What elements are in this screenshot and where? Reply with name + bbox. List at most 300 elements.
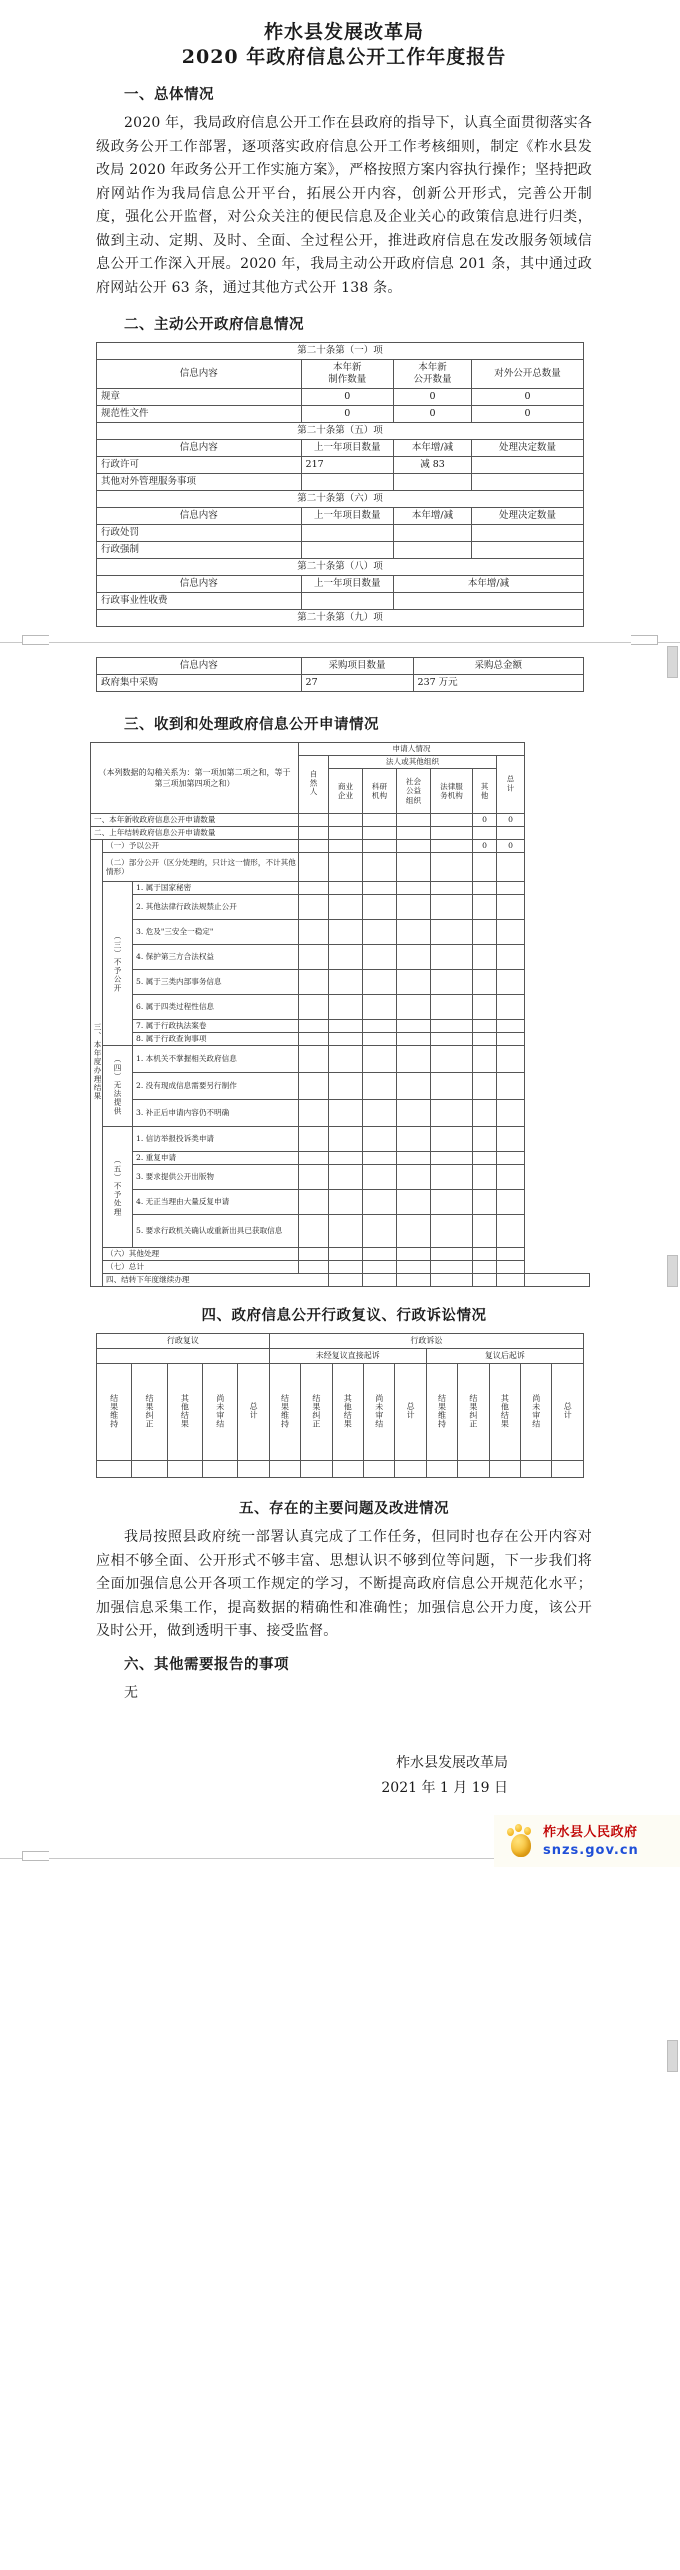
cell-value (489, 1461, 520, 1478)
section-1-paragraph: 2020 年，我局政府信息公开工作在县政府的指导下，认真全面贯彻落实各级政务公开工作部署，逐项落实政府信息公开工作考核细则，制定《柞水县发改局 2020 年政务公开工作实施方案》，严格按照方案内容执行操作；坚持把政府网站作为我局信息公开平台，拓展公开内容，创新公开形式，完善公开制度，强化公开监督，对公众关注的便民信息及企业关心的政策信息进行归类，做到主动、定期、及时、全面、全过程公开，推进政府信息在发改服务领域信息公开工作深入开展。2020 年，我局主动公开政府信息 201 条，其中通过政府网站公开 63 条，通过其他方式公开 138 条。 (96, 115, 592, 296)
table-row (97, 525, 584, 542)
header-public-welfare: 社会 公益 组织 (397, 769, 431, 814)
cell-value (431, 840, 473, 853)
cell-value (329, 1020, 363, 1033)
section-1-heading: 一、总体情况 (124, 87, 214, 103)
cell-value (471, 525, 583, 542)
cell-value (397, 1073, 431, 1100)
cell-value (473, 945, 497, 970)
cell-value (329, 1100, 363, 1127)
header-admin-review: 行政复议 (97, 1334, 270, 1349)
col-header-change: 本年增/减 (394, 508, 472, 525)
row-label: 6. 属于四类过程性信息 (133, 995, 299, 1020)
cell-value (299, 1261, 329, 1274)
cell-value (299, 1248, 329, 1261)
crop-mark-left (22, 635, 49, 645)
cell-value (363, 882, 397, 895)
row-label: 3. 补正后申请内容仍不明确 (133, 1100, 299, 1127)
cell-value (363, 1274, 397, 1287)
cell-value (329, 1165, 363, 1190)
cell-value (394, 525, 472, 542)
cell-value (497, 1165, 525, 1190)
table-row (97, 360, 584, 389)
cell-value (397, 1215, 431, 1248)
cell-value: 0 (497, 840, 525, 853)
row-label-carryover: 二、上年结转政府信息公开申请数量 (91, 827, 299, 840)
cell-value (431, 970, 473, 995)
cell-value (473, 1152, 497, 1165)
col-header-prev-count: 上一年项目数量 (301, 440, 394, 457)
col-header-new-public: 本年新 公开数量 (394, 360, 472, 389)
cell-value (497, 1261, 525, 1274)
section-3-table (90, 742, 590, 1287)
col-direct-pending: 尚未审结 (364, 1364, 395, 1461)
section-3-head-wrap (0, 714, 680, 736)
row-label: 8. 属于行政查询事项 (133, 1033, 299, 1046)
cell-value (497, 827, 525, 840)
row-label: 行政许可 (97, 457, 302, 474)
cell-value (497, 995, 525, 1020)
table-row (97, 343, 584, 360)
col-header-info: 信息内容 (97, 576, 302, 593)
cell-value (363, 1033, 397, 1046)
table-row (91, 1033, 590, 1046)
col-review-correct: 结果纠正 (132, 1364, 167, 1461)
cell-value (397, 1190, 431, 1215)
paw-print-icon (506, 1824, 536, 1858)
cell-value (431, 827, 473, 840)
cell-value (473, 895, 497, 920)
cell-value (458, 1461, 489, 1478)
cell-value (299, 1100, 329, 1127)
row-label: 2. 其他法律行政法规禁止公开 (133, 895, 299, 920)
group-9-title: 第二十条第（九）项 (97, 610, 584, 627)
cell-value (329, 945, 363, 970)
cell-value (431, 995, 473, 1020)
cell-value (397, 920, 431, 945)
header-research: 科研 机构 (363, 769, 397, 814)
table-row (97, 675, 584, 692)
cell-value: 217 (301, 457, 394, 474)
cell-value (473, 1248, 497, 1261)
table-row (97, 474, 584, 491)
row-label-other-processing: （六）其他处理 (103, 1248, 299, 1261)
cell-value (397, 1152, 431, 1165)
table-row (97, 389, 584, 406)
scan-edge-tab (667, 646, 678, 678)
paw-toe-1 (507, 1828, 514, 1836)
cell-value (397, 1046, 431, 1073)
cell-value (431, 1127, 473, 1152)
cell-value: 0 (394, 406, 472, 423)
cell-value (497, 1152, 525, 1165)
scan-edge-tab (667, 1255, 678, 1287)
cell-value (397, 1033, 431, 1046)
cell-value (299, 945, 329, 970)
cell-value (132, 1461, 167, 1478)
cell-value (397, 1127, 431, 1152)
cell-value (473, 1190, 497, 1215)
cell-value (329, 920, 363, 945)
cell-value (521, 1461, 552, 1478)
row-label: 其他对外管理服务事项 (97, 474, 302, 491)
block-label-unable-provide: （四）无法提供 (103, 1046, 133, 1127)
title-line-2: 2020 年政府信息公开工作年度报告 (181, 46, 507, 68)
table-row (91, 1261, 590, 1274)
cell-value (431, 1033, 473, 1046)
cell-value (431, 882, 473, 895)
cell-value (299, 1073, 329, 1100)
cell-value (397, 1100, 431, 1127)
cell-value: 0 (301, 389, 394, 406)
section-6-content: 无 (124, 1684, 138, 1701)
cell-value (301, 525, 394, 542)
header-applicant: 申请人情况 (299, 743, 525, 756)
col-header-prev-count: 上一年项目数量 (301, 576, 394, 593)
site-watermark (494, 1815, 680, 1867)
cell-value (299, 882, 329, 895)
cell-value: 0 (301, 406, 394, 423)
table-row (91, 814, 590, 827)
row-label-subtotal: （七）总计 (103, 1261, 299, 1274)
page-title (96, 0, 592, 70)
cell-value (329, 1274, 363, 1287)
cell-value (203, 1461, 238, 1478)
cell-value (329, 1073, 363, 1100)
cell-value (471, 457, 583, 474)
paw-main-pad (511, 1834, 531, 1857)
col-header-info: 信息内容 (97, 508, 302, 525)
col-header-info: 信息内容 (97, 440, 302, 457)
cell-value (473, 1033, 497, 1046)
cell-value (97, 1461, 132, 1478)
cell-value (397, 853, 431, 882)
group-5-title: 第二十条第（五）项 (97, 423, 584, 440)
cell-value (363, 1127, 397, 1152)
col-direct-uphold: 结果维持 (269, 1364, 300, 1461)
cell-value (473, 1020, 497, 1033)
cell-value (395, 1461, 426, 1478)
cell-value: 0 (473, 814, 497, 827)
cell-value (397, 895, 431, 920)
col-header-procurement-amount: 采购总金额 (413, 658, 583, 675)
header-total: 总计 (497, 756, 525, 814)
cell-value (394, 474, 472, 491)
cell-value (363, 995, 397, 1020)
cell-value (426, 1461, 457, 1478)
cell-value (473, 970, 497, 995)
cell-value (329, 1248, 363, 1261)
row-label-carry-next-year: 四、结转下年度继续办理 (103, 1274, 329, 1287)
cell-value (329, 882, 363, 895)
cell-value (363, 1046, 397, 1073)
cell-value (473, 1100, 497, 1127)
table-row (91, 1073, 590, 1100)
cell-value (431, 1274, 473, 1287)
table-row (97, 1334, 584, 1349)
cell-value (431, 895, 473, 920)
col-header-total-public: 对外公开总数量 (471, 360, 583, 389)
row-label: 行政强制 (97, 542, 302, 559)
table-row (97, 593, 584, 610)
group-6-title: 第二十条第（六）项 (97, 491, 584, 508)
cell-value (299, 995, 329, 1020)
row-label: 行政事业性收费 (97, 593, 302, 610)
cell-value (397, 882, 431, 895)
section-4-table (96, 1333, 584, 1478)
cell-value (299, 827, 329, 840)
section-5-6-wrap (0, 1498, 680, 1801)
cell-value (329, 1261, 363, 1274)
block-label-not-processed: （五）不予处理 (103, 1127, 133, 1248)
table-row (91, 882, 590, 895)
row-label: 3. 危及"三安全一稳定" (133, 920, 299, 945)
cell-value (473, 1165, 497, 1190)
cell-value (329, 1033, 363, 1046)
table-row (91, 1020, 590, 1033)
cell-value (301, 1461, 332, 1478)
cell-value (552, 1461, 584, 1478)
cell-value (431, 1248, 473, 1261)
cell-value (329, 1127, 363, 1152)
section-3-table-wrap (0, 742, 680, 1287)
cell-value (299, 1215, 329, 1248)
cell-value (363, 827, 397, 840)
cell-value (394, 593, 584, 610)
cell-value (473, 1073, 497, 1100)
col-header-change: 本年增/减 (394, 576, 584, 593)
col-header-change: 本年增/减 (394, 440, 472, 457)
table-row (91, 840, 590, 853)
cell-value (363, 1020, 397, 1033)
watermark-text (543, 1826, 639, 1857)
cell-value (394, 542, 472, 559)
group-1-title: 第二十条第（一）项 (97, 343, 584, 360)
table-row (91, 1100, 590, 1127)
cell-value: 减 83 (394, 457, 472, 474)
col-header-prev-count: 上一年项目数量 (301, 508, 394, 525)
cell-value (497, 1127, 525, 1152)
col-direct-other: 其他结果 (332, 1364, 363, 1461)
cell-value (363, 814, 397, 827)
row-label: 行政处罚 (97, 525, 302, 542)
cell-value (397, 1020, 431, 1033)
crop-mark-left (22, 1851, 49, 1861)
table-row (97, 440, 584, 457)
cell-value (431, 1215, 473, 1248)
cell-value (363, 945, 397, 970)
row-label-partial-disclose: （二）部分公开（区分处理的，只计这一情形，不计其他情形） (103, 853, 299, 882)
cell-value (329, 970, 363, 995)
cell-value (299, 840, 329, 853)
table-row (91, 1046, 590, 1073)
cell-value (329, 1190, 363, 1215)
row-label: 3. 要求提供公开出版物 (133, 1165, 299, 1190)
table-row (97, 559, 584, 576)
cell-value (299, 920, 329, 945)
document-body (0, 0, 680, 336)
header-legal-service: 法律服 务机构 (431, 769, 473, 814)
col-post-total: 总计 (552, 1364, 584, 1461)
section-5-heading: 五、存在的主要问题及改进情况 (239, 1501, 449, 1517)
section-5-paragraph: 我局按照县政府统一部署认真完成了工作任务，但同时也存在公开内容对应相不够全面、公开形式不够丰富、思想认识不够到位等问题，下一步我们将全面加强信息公开各项工作规定的学习，不断提高政府信息公开规范化水平；加强信息采集工作，提高数据的精确性和准确性；加强信息公开力度，该公开及时公开，做到透明干事、接受监督。 (96, 1529, 592, 1639)
table-row (91, 853, 590, 882)
cell-value (473, 1046, 497, 1073)
row-label: 2. 没有现成信息需要另行制作 (133, 1073, 299, 1100)
cell-value: 0 (471, 406, 583, 423)
cell-value (497, 1100, 525, 1127)
cell-value (473, 995, 497, 1020)
col-header-info: 信息内容 (97, 360, 302, 389)
table-row (91, 895, 590, 920)
cell-value (471, 542, 583, 559)
cell-value (431, 1046, 473, 1073)
title-line-1: 柞水县发展改革局 (263, 21, 424, 43)
cell-value (431, 1073, 473, 1100)
cell-value (497, 1274, 525, 1287)
cell-value (363, 1100, 397, 1127)
cell-value (301, 474, 394, 491)
col-review-other: 其他结果 (167, 1364, 202, 1461)
cell-value (363, 895, 397, 920)
table-row (91, 995, 590, 1020)
table-row (91, 1274, 590, 1287)
cell-value: 237 万元 (413, 675, 583, 692)
signature-block (96, 1751, 592, 1801)
spacer-cell (97, 1349, 270, 1364)
signature-agency: 柞水县发展改革局 (396, 1755, 508, 1771)
section-4-heading: 四、政府信息公开行政复议、行政诉讼情况 (201, 1308, 487, 1324)
table-row (91, 1127, 590, 1152)
table-row (97, 508, 584, 525)
cell-value (363, 1165, 397, 1190)
group-label-results: 三、本年度办理结果 (91, 840, 103, 1287)
cell-value (397, 1274, 431, 1287)
cell-value (363, 970, 397, 995)
header-other: 其 他 (473, 769, 497, 814)
scan-edge-tab (667, 2040, 678, 2072)
cell-value (363, 853, 397, 882)
cell-value (299, 895, 329, 920)
cell-value (301, 542, 394, 559)
table-row (97, 1461, 584, 1478)
table-row (91, 920, 590, 945)
cell-value (299, 853, 329, 882)
cell-value: 0 (471, 389, 583, 406)
header-admin-litigation: 行政诉讼 (269, 1334, 583, 1349)
row-label: 政府集中采购 (97, 675, 302, 692)
table-row (91, 1152, 590, 1165)
cell-value: 0 (497, 814, 525, 827)
cell-value (299, 1190, 329, 1215)
row-label: 1. 本机关不掌握相关政府信息 (133, 1046, 299, 1073)
cell-value (363, 1248, 397, 1261)
paw-toe-3 (524, 1827, 531, 1835)
table-row (91, 970, 590, 995)
cell-value (473, 1127, 497, 1152)
cell-value (397, 970, 431, 995)
cell-value (397, 945, 431, 970)
cell-value (167, 1461, 202, 1478)
cell-value: 0 (473, 840, 497, 853)
cell-value: 0 (394, 389, 472, 406)
header-business: 商业 企业 (329, 769, 363, 814)
cell-value (329, 1215, 363, 1248)
table-row (97, 576, 584, 593)
cell-value (397, 840, 431, 853)
cell-value (473, 827, 497, 840)
col-review-pending: 尚未审结 (203, 1364, 238, 1461)
col-review-total: 总计 (238, 1364, 269, 1461)
col-direct-total: 总计 (395, 1364, 426, 1461)
cell-value (497, 1190, 525, 1215)
cell-value (299, 1127, 329, 1152)
table-row (97, 491, 584, 508)
cell-value (329, 995, 363, 1020)
cell-value (397, 1261, 431, 1274)
cell-value (473, 1274, 497, 1287)
cell-value (329, 1046, 363, 1073)
table-row (97, 406, 584, 423)
table-row (91, 1165, 590, 1190)
cell-value (238, 1461, 269, 1478)
cell-value (471, 474, 583, 491)
header-direct-litigation: 未经复议直接起诉 (269, 1349, 426, 1364)
table-row (91, 1248, 590, 1261)
header-legal-org: 法人或其他组织 (329, 756, 497, 769)
table-row (91, 1215, 590, 1248)
corner-note: （本列数据的勾稽关系为：第一项加第二项之和，等于第三项加第四项之和） (91, 743, 299, 814)
cell-value (363, 1152, 397, 1165)
cell-value (497, 945, 525, 970)
section-3-heading: 三、收到和处理政府信息公开申请情况 (124, 717, 379, 733)
table-row (97, 423, 584, 440)
header-natural-person: 自然人 (299, 756, 329, 814)
cell-value (431, 1152, 473, 1165)
section-4-table-wrap (0, 1333, 680, 1478)
col-post-other: 其他结果 (489, 1364, 520, 1461)
section-2-table-1-wrap (0, 342, 680, 627)
row-label: 1. 属于国家秘密 (133, 882, 299, 895)
col-review-uphold: 结果维持 (97, 1364, 132, 1461)
section-2-heading: 二、主动公开政府信息情况 (124, 317, 304, 333)
table-row (91, 1190, 590, 1215)
cell-value (329, 840, 363, 853)
cell-value (473, 920, 497, 945)
cell-value (525, 1274, 590, 1287)
cell-value (363, 920, 397, 945)
cell-value (497, 853, 525, 882)
signature-date: 2021 年 1 月 19 日 (381, 1780, 508, 1796)
col-header-procurement-count: 采购项目数量 (301, 658, 413, 675)
cell-value (329, 1152, 363, 1165)
cell-value (363, 1261, 397, 1274)
table-row (97, 658, 584, 675)
cell-value (431, 1020, 473, 1033)
row-label: 1. 信访举报投诉类申请 (133, 1127, 299, 1152)
cell-value (431, 920, 473, 945)
group-8-title: 第二十条第（八）项 (97, 559, 584, 576)
cell-value (299, 1046, 329, 1073)
cell-value (431, 814, 473, 827)
page-separator (0, 633, 680, 651)
cell-value (299, 1020, 329, 1033)
col-post-pending: 尚未审结 (521, 1364, 552, 1461)
cell-value (301, 593, 394, 610)
table-row (97, 1349, 584, 1364)
cell-value (431, 1261, 473, 1274)
cell-value (397, 1165, 431, 1190)
